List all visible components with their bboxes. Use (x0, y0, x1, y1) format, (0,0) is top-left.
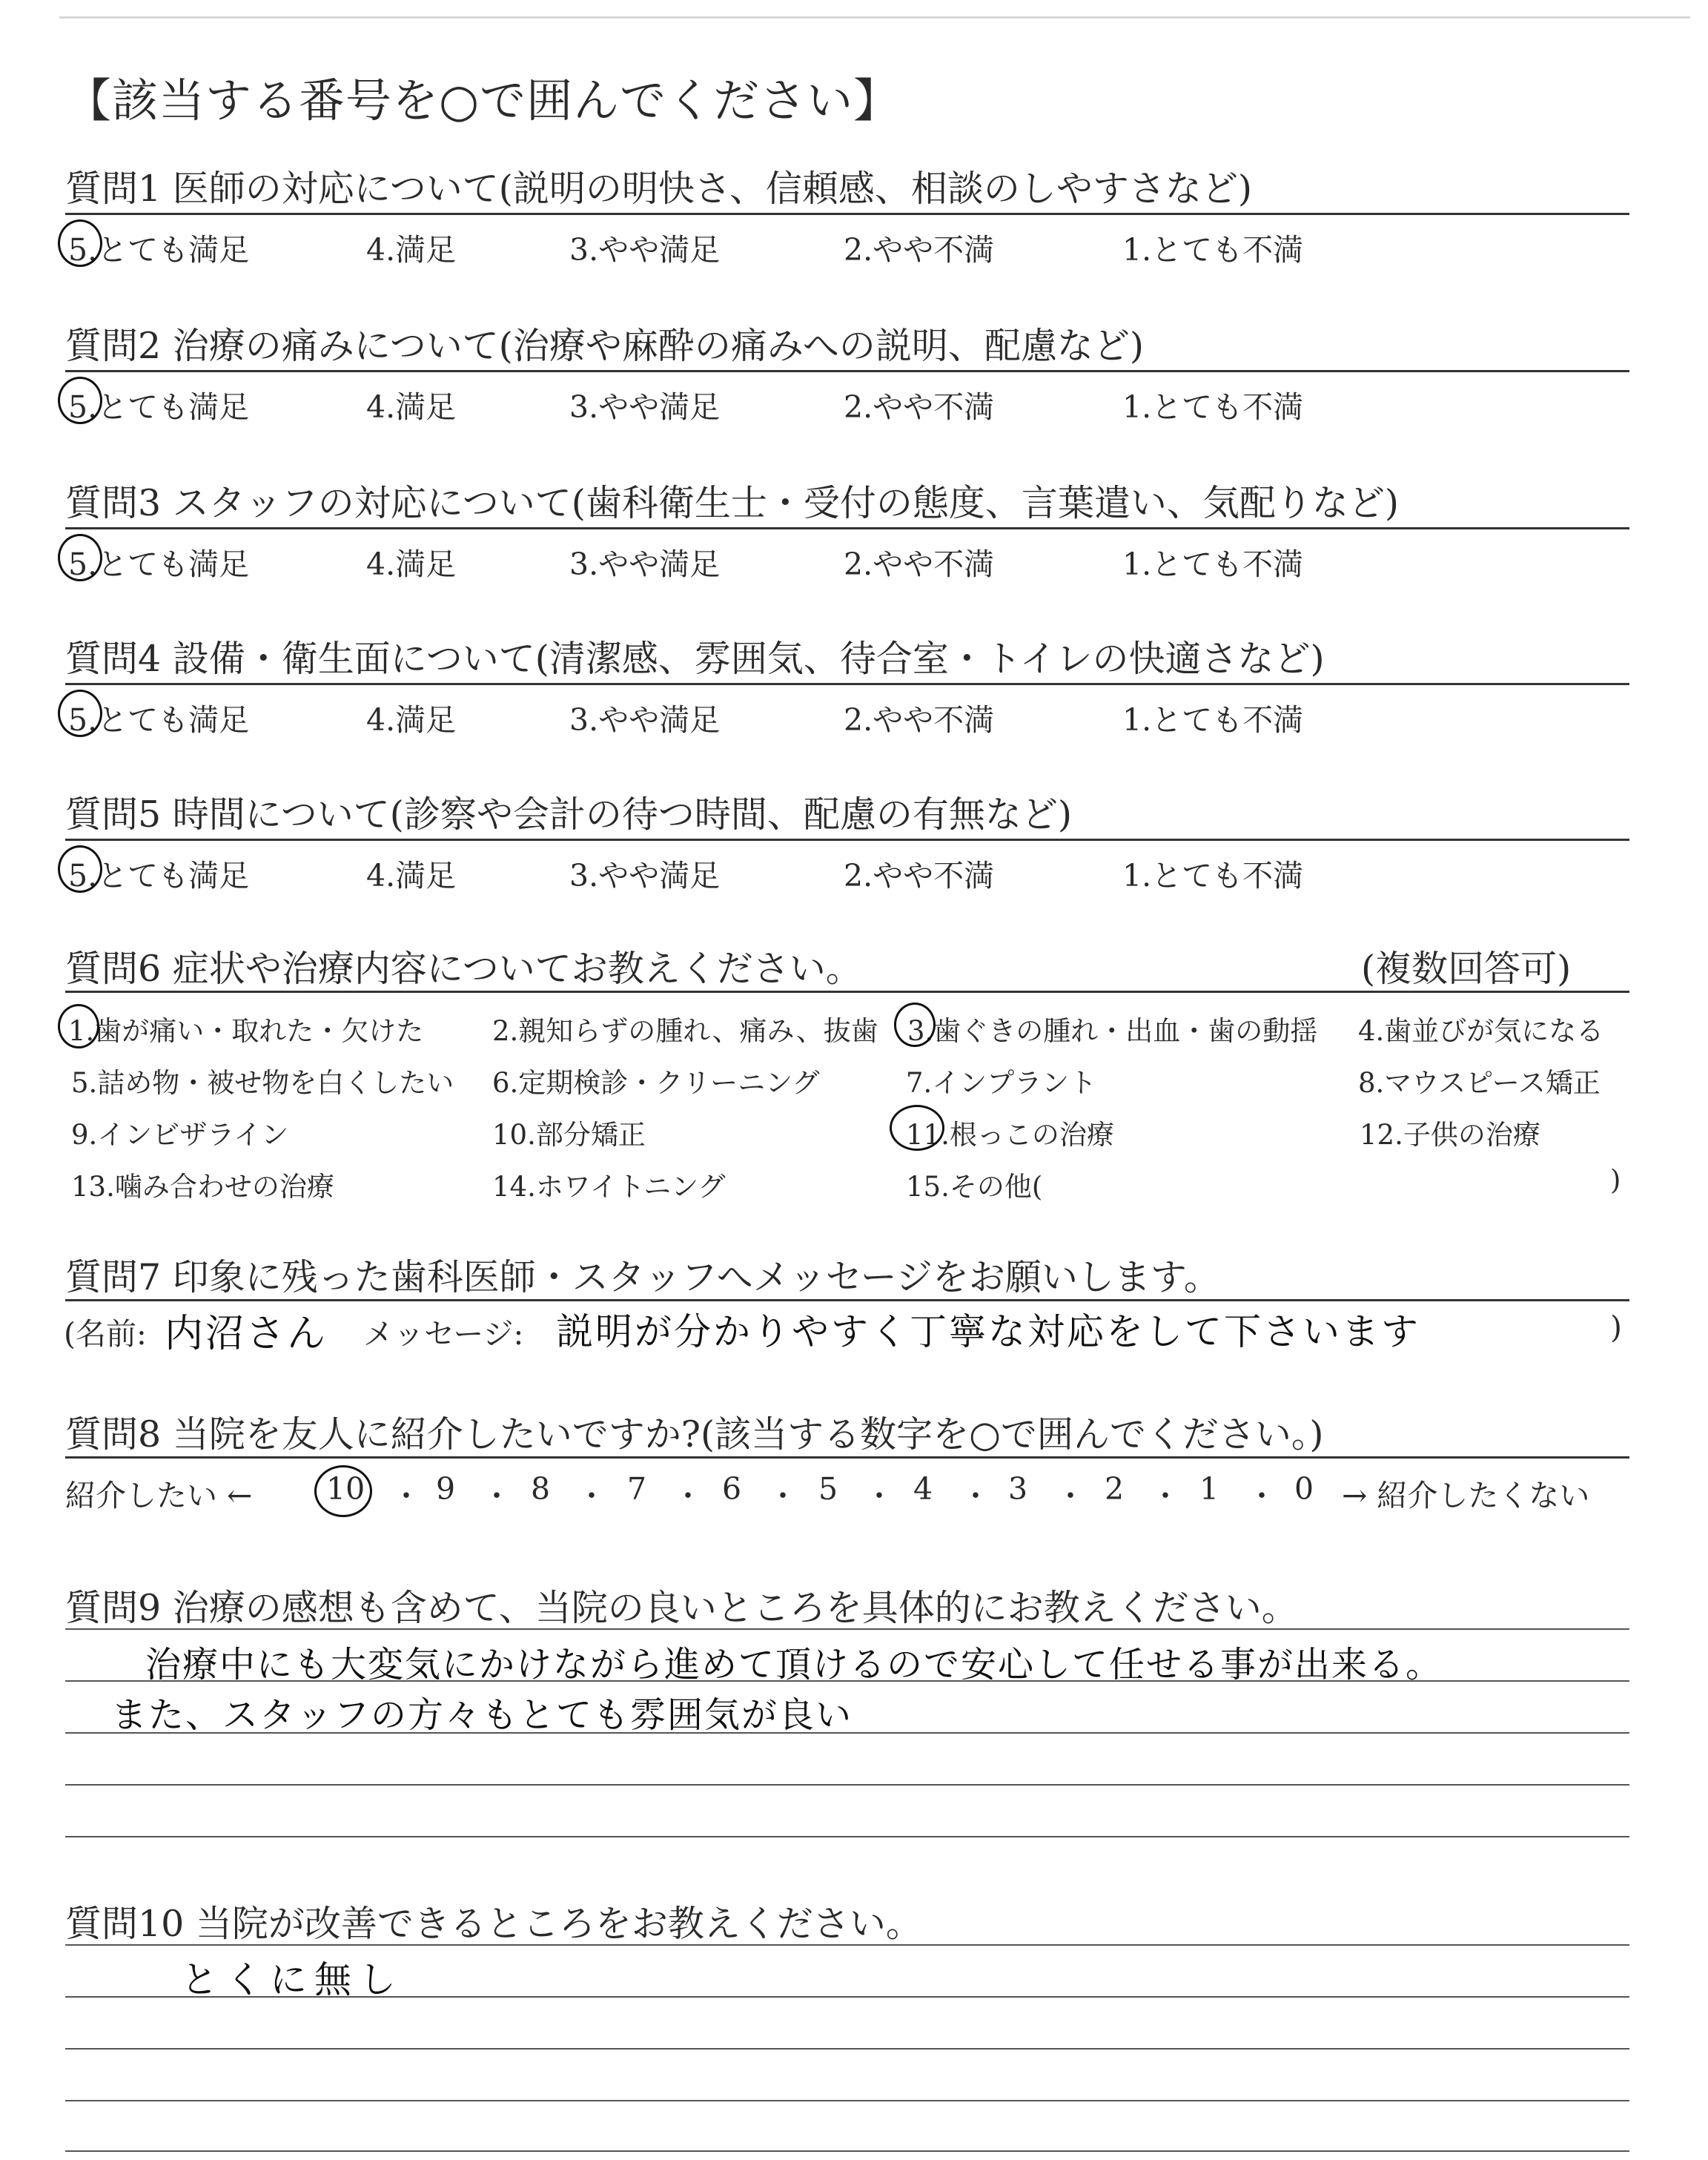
q8-scale-separator: ・ (961, 1479, 990, 1513)
q1-option-2[interactable]: 2.やや不満 (844, 232, 995, 268)
q6-item-1[interactable]: 1.歯が痛い・取れた・欠けた (68, 1015, 424, 1047)
q4-option-2[interactable]: 2.やや不満 (844, 702, 995, 738)
q7-label: 質問7 印象に残った歯科医師・スタッフへメッセージをお願いします。 (65, 1256, 1220, 1298)
q8-scale-separator: ・ (864, 1479, 894, 1513)
q8-scale-separator: ・ (482, 1479, 512, 1513)
q4-option-4[interactable]: 4.満足 (366, 702, 457, 738)
q6-selection-circle-3 (894, 1003, 936, 1047)
q3-selection-circle (58, 534, 102, 581)
q1-option-5[interactable]: 5.とても満足 (68, 232, 250, 268)
q8-scale-separator: ・ (577, 1479, 606, 1513)
q8-rule (65, 1456, 1629, 1459)
q8-scale-7[interactable]: 7 (627, 1471, 647, 1507)
q5-selection-circle (58, 845, 102, 893)
q3-label: 質問3 スタッフの対応について(歯科衛生士・受付の態度、言葉遣い、気配りなど) (65, 482, 1400, 524)
q5-option-5[interactable]: 5.とても満足 (68, 858, 250, 894)
q6-selection-circle-11 (890, 1105, 944, 1151)
q6-item-14[interactable]: 14.ホワイトニング (492, 1171, 726, 1203)
q10-label: 質問10 当院が改善できるところをお教えください。 (65, 1903, 922, 1945)
q4-selection-circle (58, 690, 102, 737)
q8-scale-separator: ・ (1056, 1479, 1085, 1513)
q8-scale-separator: ・ (391, 1479, 421, 1513)
q7-name-label: (名前: (64, 1316, 147, 1352)
q2-label: 質問2 治療の痛みについて(治療や麻酔の痛みへの説明、配慮など) (65, 325, 1145, 367)
q9-answer-line-2[interactable]: また、スタッフの方々もとても雰囲気が良い (111, 1694, 853, 1736)
q2-option-4[interactable]: 4.満足 (366, 389, 457, 425)
q6-item-15[interactable]: 15.その他( (906, 1171, 1043, 1203)
q6-item-9[interactable]: 9.インビザライン (71, 1119, 289, 1151)
q8-scale-separator: ・ (1151, 1479, 1180, 1513)
form-title: 【該当する番号を○で囲んでください】 (65, 73, 901, 128)
q2-option-3[interactable]: 3.やや満足 (569, 389, 721, 425)
q5-option-3[interactable]: 3.やや満足 (569, 858, 721, 894)
q3-option-5[interactable]: 5.とても満足 (68, 546, 250, 582)
q6-label: 質問6 症状や治療内容についてお教えください。 (65, 948, 862, 990)
q5-option-2[interactable]: 2.やや不満 (844, 858, 995, 894)
q7-rule (65, 1299, 1629, 1301)
q10-rule-3 (65, 2048, 1629, 2050)
q6-selection-circle-1 (58, 1004, 99, 1048)
q4-label: 質問4 設備・衛生面について(清潔感、雰囲気、待合室・トイレの快適さなど) (65, 638, 1325, 680)
q6-item-6[interactable]: 6.定期検診・クリーニング (492, 1067, 820, 1099)
q1-option-4[interactable]: 4.満足 (366, 232, 457, 268)
q1-rule (65, 213, 1629, 215)
q6-item-4[interactable]: 4.歯並びが気になる (1358, 1015, 1604, 1047)
q8-scale-2[interactable]: 2 (1105, 1471, 1125, 1507)
q9-rule-4 (65, 1784, 1629, 1786)
q8-scale-3[interactable]: 3 (1008, 1471, 1028, 1507)
q3-rule (65, 527, 1629, 529)
q8-scale-5[interactable]: 5 (818, 1471, 838, 1507)
q5-option-4[interactable]: 4.満足 (366, 858, 457, 894)
q9-answer-line-1[interactable]: 治療中にも大変気にかけながら進めて頂けるので安心して任せる事が出来る。 (145, 1644, 1443, 1685)
q6-item-11[interactable]: 11.根っこの治療 (906, 1119, 1114, 1151)
q6-item-5[interactable]: 5.詰め物・被せ物を白くしたい (71, 1067, 454, 1099)
q8-scale-separator: ・ (673, 1479, 703, 1513)
q8-scale-separator: ・ (1247, 1479, 1277, 1513)
q8-selection-circle (314, 1465, 372, 1517)
q5-rule (65, 839, 1629, 841)
q8-scale-4[interactable]: 4 (913, 1471, 933, 1507)
q6-item-7[interactable]: 7.インプラント (906, 1067, 1097, 1099)
q8-scale-6[interactable]: 6 (722, 1471, 742, 1507)
q2-rule (65, 370, 1629, 372)
q1-selection-circle (58, 219, 102, 267)
q8-scale-0[interactable]: 0 (1294, 1471, 1314, 1507)
q2-selection-circle (58, 377, 102, 424)
q1-option-1[interactable]: 1.とても不満 (1122, 232, 1304, 268)
q7-name-value[interactable]: 内沼さん (165, 1312, 328, 1356)
q8-scale-10[interactable]: 10 (326, 1471, 365, 1507)
q4-option-1[interactable]: 1.とても不満 (1122, 702, 1304, 738)
q9-rule-5 (65, 1836, 1629, 1837)
q2-option-2[interactable]: 2.やや不満 (844, 389, 995, 425)
q6-rule (65, 991, 1629, 993)
q10-rule-5 (65, 2150, 1629, 2152)
q8-scale-8[interactable]: 8 (531, 1471, 551, 1507)
top-border (59, 16, 1690, 19)
q6-item-3[interactable]: 3.歯ぐきの腫れ・出血・歯の動揺 (907, 1015, 1318, 1047)
q3-option-2[interactable]: 2.やや不満 (844, 546, 995, 582)
q10-rule-1 (65, 1944, 1629, 1946)
q9-rule-1 (65, 1628, 1629, 1630)
q5-option-1[interactable]: 1.とても不満 (1122, 858, 1304, 894)
q6-item-10[interactable]: 10.部分矯正 (492, 1119, 646, 1151)
q4-option-3[interactable]: 3.やや満足 (569, 702, 721, 738)
q7-message-value[interactable]: 説明が分かりやすく丁寧な対応をして下さいます (556, 1310, 1420, 1353)
q1-option-3[interactable]: 3.やや満足 (569, 232, 721, 268)
q4-rule (65, 683, 1629, 685)
q6-item-12[interactable]: 12.子供の治療 (1360, 1119, 1540, 1151)
q2-option-5[interactable]: 5.とても満足 (68, 389, 250, 425)
q3-option-3[interactable]: 3.やや満足 (569, 546, 721, 582)
q10-rule-4 (65, 2100, 1629, 2101)
q6-item-13[interactable]: 13.噛み合わせの治療 (71, 1171, 334, 1203)
q8-left-label: 紹介したい ← (65, 1478, 253, 1513)
q6-item-2[interactable]: 2.親知らずの腫れ、痛み、抜歯 (492, 1015, 878, 1047)
q6-multiple-note: (複数回答可) (1361, 948, 1572, 990)
q6-item-8[interactable]: 8.マウスピース矯正 (1358, 1067, 1601, 1099)
q8-label: 質問8 当院を友人に紹介したいですか?(該当する数字を○で囲んでください。) (65, 1413, 1324, 1456)
q8-right-label: → 紹介したくない (1342, 1478, 1590, 1513)
q7-close-paren: ) (1610, 1309, 1622, 1345)
q8-scale-9[interactable]: 9 (436, 1471, 456, 1507)
q6-item-15-close: ) (1610, 1164, 1621, 1196)
q7-message-label: メッセージ: (363, 1316, 524, 1352)
q10-answer-line-1[interactable]: とくに無し (181, 1958, 403, 2001)
q4-option-5[interactable]: 5.とても満足 (68, 702, 250, 738)
q3-option-4[interactable]: 4.満足 (366, 546, 457, 582)
q2-option-1[interactable]: 1.とても不満 (1122, 389, 1304, 425)
q8-scale-1[interactable]: 1 (1199, 1471, 1219, 1507)
q1-label: 質問1 医師の対応について(説明の明快さ、信頼感、相談のしやすさなど) (65, 168, 1253, 210)
q5-label: 質問5 時間について(診察や会計の待つ時間、配慮の有無など) (65, 793, 1073, 836)
q3-option-1[interactable]: 1.とても不満 (1122, 546, 1304, 582)
q9-label: 質問9 治療の感想も含めて、当院の良いところを具体的にお教えください。 (65, 1587, 1298, 1629)
q8-scale-separator: ・ (768, 1479, 798, 1513)
